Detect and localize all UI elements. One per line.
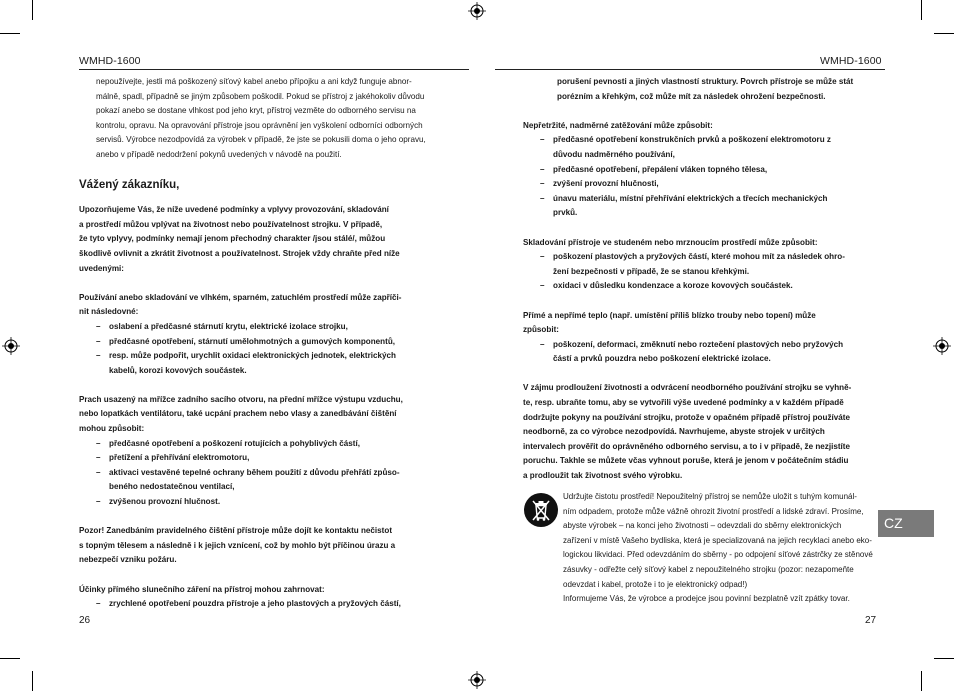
cold-storage-paragraph [523,236,881,251]
dash-bullet: – [540,164,545,174]
text-line: a prostředí můžou vplývat na životnost nebo používatelnost strojku. V případě, [79,219,383,229]
text-line: prvků. [553,208,578,218]
list-item-text [109,437,431,452]
text-line: Skladování přístroje ve studeném nebo mrznoucím prostředí může způsobit: [523,237,818,247]
dash-bullet: – [540,193,545,203]
dash-bullet: – [96,497,101,507]
text-line: porušení pevnosti a jiných vlastností struktury. Povrch přístroje se může stát [557,77,854,86]
page-number: 26 [79,615,91,626]
text-line: intervalech prověřit do oprávněného odborného servisu, a to i v případě, že nezjistíte [523,441,850,451]
list-item-text [109,597,431,612]
text-line: Nepřetržité, nadměrné zatěžování může způsobit: [523,120,713,130]
overload-list [523,133,881,221]
list-item [523,192,881,221]
list-item-text [553,338,881,367]
text-line: porézním a křehkým, což může mít za následek ohrožení bezpečnosti. [557,91,826,101]
text-line: zrychlené opotřebení pouzdra přístroje a jeho plastových a pryžových částí, [109,599,401,609]
text-line: pokazí anebo se dostane vlhkost pod jeho kryt, přístroj vezměte do odborného servisu na [96,106,416,116]
text-line: poruchu. Takhle se můžete včas vyhnout poruše, která je jenom v počátečním stádiu [523,456,849,466]
list-item-text [553,192,881,221]
list-item-text [553,177,881,192]
text-line: aktivaci vestavěné tepelné ochrany během použití z důvodu přehřátí způso- [109,467,400,477]
list-item [523,279,881,294]
text-line: poškození, deformaci, změknutí nebo roztečení plastových nebo pryžových [553,339,844,349]
header-rule [495,69,885,70]
text-line: předčasné opotřebení, přepálení vláken topného tělesa, [553,164,768,174]
warning-paragraph [79,524,431,568]
list-item-text [109,349,431,378]
list-item [79,335,431,350]
list-item-text [109,495,431,510]
page-number: 27 [865,615,877,626]
text-line: předčasné opotřebení, stárnutí umělohmotných a gumových komponentů, [109,336,396,346]
list-item [79,466,431,495]
intro-paragraph [79,75,431,163]
dust-paragraph [79,393,431,437]
text-line: předčasné opotřebení konstrukčních prvků a poškození elektromotoru z [553,135,831,145]
model-label: WMHD-1600 [820,55,882,67]
text-line: zvýšenou provozní hlučnost. [109,497,221,507]
list-item [523,177,881,192]
list-item [523,250,881,279]
text-line: poškození plastových a pryžových částí, které mohou mít za následek ohro- [553,252,845,262]
text-line: anebo v případě nedodržení pokynů uvedených v návodě na použití. [96,149,342,159]
lifetime-paragraph [523,381,881,483]
list-item-text [109,451,431,466]
text-line: že tyto vplyvy, podmínky nemají jenom přechodný charakter /jsou stálé/, můžou [79,234,386,244]
text-line: Udržujte čistotu prostředí! Nepoužitelný přístroj se nemůže uložit s tuhým komunál- [563,492,857,501]
text-line: Prach usazený na mřížce zadního sacího otvoru, na přední mřížce výstupu vzduchu, [79,394,403,404]
text-line: nit následovné: [79,307,139,317]
dash-bullet: – [540,135,545,145]
list-item-text [109,466,431,495]
text-line: mohou způsobit: [79,424,145,434]
weee-bin-icon [524,493,558,527]
model-label: WMHD-1600 [79,55,141,67]
list-item [523,163,881,178]
text-line: abyste výrobek – na konci jeho životnosti – odevzdali do sběrny elektronických [563,521,842,531]
text-line: zařízení v místě Vašeho bydliska, která je specializovaná na jejich recyklaci anebo eko- [563,535,872,545]
text-line: oxidaci v důsledku kondenzace a koroze kovových součástek. [553,281,793,291]
list-item [79,349,431,378]
text-line: žení bezpečnosti v případě, že se stanou křehkými. [553,266,750,276]
list-item [79,451,431,466]
list-item [79,320,431,335]
text-line: Účinky přímého slunečního záření na přístroj mohou zahrnovat: [79,584,325,594]
dash-bullet: – [96,336,101,346]
text-line: částí a prvků pouzdra nebo poškození elektrické izolace. [553,354,771,364]
overload-paragraph [523,119,881,134]
text-line: beného nedostatečnou ventilací, [109,482,235,492]
text-line: důvodu nadměrného používání, [553,149,675,159]
text-line: předčasné opotřebení a poškození rotujících a pohyblivých částí, [109,438,360,448]
list-item [79,495,431,510]
list-item-text [109,320,431,335]
text-line: kabelů, korozi kovových součástek. [109,365,247,375]
text-line: Přímé a nepřímé teplo (např. umístění příliš blízko trouby nebo topení) může [523,310,816,320]
text-line: uvedenými: [79,263,124,273]
left-column [79,75,431,612]
list-item [79,437,431,452]
text-line: kontrolu, opravu. Na opravování přístroje jsou oprávnění jen vyškolení odborníci odborných [96,120,423,130]
text-line: a prodloužit tak životnost svého výrobku. [523,471,683,481]
humidity-list [79,320,431,378]
text-line: Používání anebo skladování ve vlhkém, sparném, zatuchlém prostředí může zapříči- [79,292,402,302]
continued-paragraph [523,75,881,104]
dust-list [79,437,431,510]
environment-notice [563,490,881,607]
text-line: nebo lopatkách ventilátoru, také ucpání prachem nebo vlasy a zanedbávání čištění [79,409,397,419]
text-line: V zájmu prodloužení životnosti a odvrácení neodborného používání strojku se vyhně- [523,383,852,393]
text-line: málně, spadl, případně se jiným způsobem poškodil. Pokud se přístroj z jakéhokoliv důvodu [96,91,425,101]
text-line: servisů. Výrobce nezodpovídá za výrobek v případě, že jste se pokusili doma o jeho opravu, [96,135,426,145]
humidity-paragraph [79,291,431,320]
text-line: škodlivě ovlivnit a zkrátit životnost a používatelnost. Strojek vždy chraňte před níže [79,248,400,258]
dash-bullet: – [540,179,545,189]
notice-paragraph [79,203,431,276]
dash-bullet: – [96,453,101,463]
text-line: nepoužívejte, jestli má poškozený síťový kabel anebo přípojku a ani když funguje abnor- [96,77,412,86]
dash-bullet: – [540,339,545,349]
dash-bullet: – [96,599,101,609]
text-line: Upozorňujeme Vás, že níže uvedené podmínky a vplyvy provozování, skladování [79,205,389,215]
dash-bullet: – [540,281,545,291]
text-line: zvýšení provozní hlučnosti, [553,179,659,189]
list-item-text [553,250,881,279]
text-line: únavu materiálu, místní přehřívání elektrických a třecích mechanických [553,193,828,203]
list-item-text [553,133,881,162]
greeting-heading: Vážený zákazníku, [79,179,180,192]
text-line: s topným tělesem a následně i k jejich vznícení, což by mohlo být příčinou úrazu a [79,540,396,550]
sunlight-list [79,597,431,612]
text-line: oslabení a předčasné stárnutí krytu, elektrické izolace strojku, [109,321,348,331]
list-item-text [109,335,431,350]
right-column [523,75,881,484]
dash-bullet: – [540,252,545,262]
text-line: odevzdat i kabel, protože i to je elektronický odpad!) [563,579,748,589]
list-item [523,338,881,367]
text-line: te, resp. ubraňte tomu, aby se vytvořili výše uvedené podmínky a v každém případě [523,398,844,408]
text-line: Pozor! Zanedbáním pravidelného čištění přístroje může dojít ke kontaktu nečistot [79,526,393,536]
dash-bullet: – [96,351,101,361]
cold-storage-list [523,250,881,294]
list-item [523,133,881,162]
text-line: ním odpadem, protože může vážně ohrozit životní prostředí a lidské zdraví. Prosíme, [563,506,864,516]
text-line: Informujeme Vás, že výrobce a prodejce jsou povinní bezplatně vzít zpátky tovar. [563,594,850,604]
heat-list [523,338,881,367]
text-line: resp. může podpořit, urychlit oxidaci elektronických jednotek, elektrických [109,351,396,361]
text-line: zásuvky - odřežte celý síťový kabel z nepoužitelného strojku (pozor: nezapomeňte [563,564,854,574]
language-tab: CZ [878,510,934,537]
sunlight-paragraph [79,583,431,598]
heat-paragraph [523,309,881,338]
list-item [79,597,431,612]
list-item-text [553,279,881,294]
dash-bullet: – [96,438,101,448]
header-rule [79,69,469,70]
dash-bullet: – [96,467,101,477]
text-line: přetížení a přehřívání elektromotoru, [109,453,250,463]
text-line: logickou likvidaci. Před odevzdáním do sběrny - po odpojení síťové zástrčky ze stěnové [563,550,873,560]
text-line: způsobit: [523,325,559,335]
text-line: nebezpečí vzniku požáru. [79,555,177,565]
text-line: dodržujte pokyny na používání strojku, protože v opačném případě přístroj používáte [523,412,850,422]
dash-bullet: – [96,321,101,331]
text-line: neodborně, za co výrobce nezodpovídá. Navrhujeme, abyste strojek v určitých [523,427,825,437]
list-item-text [553,163,881,178]
